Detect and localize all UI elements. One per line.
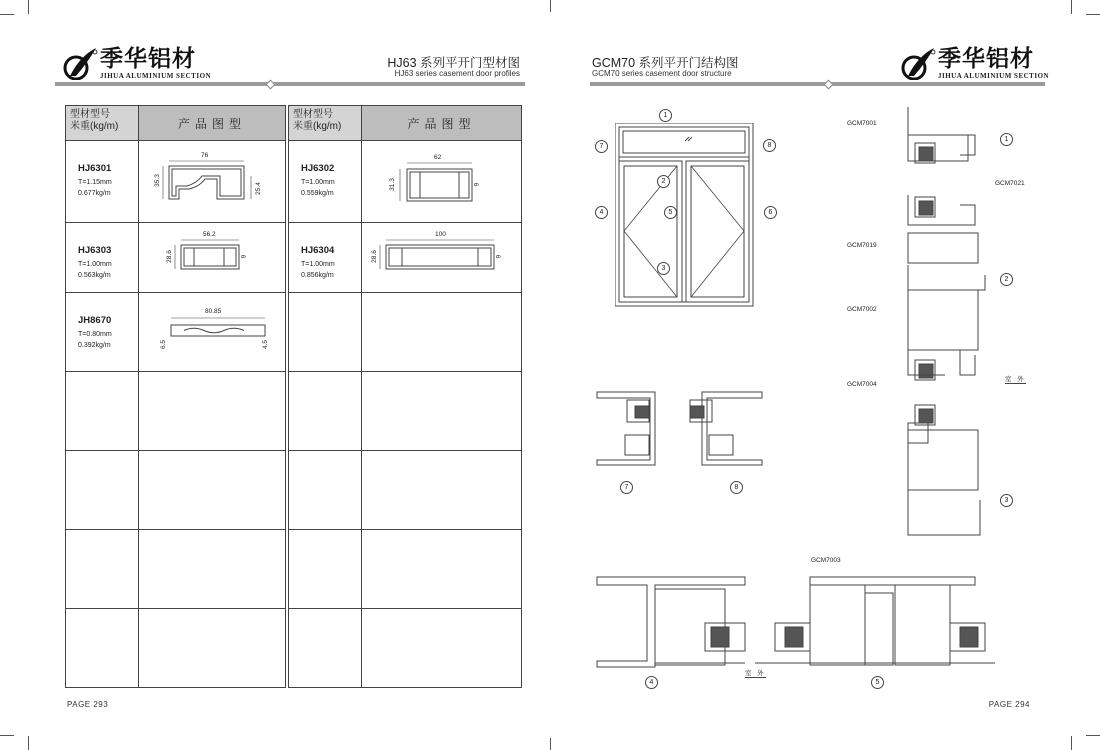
brand-logo-icon: [62, 46, 98, 80]
profile-code: JH8670: [78, 315, 112, 326]
profile-drawing: [139, 293, 286, 372]
crop-mark: [28, 736, 29, 750]
crop-mark: [28, 0, 29, 14]
section-marker-8: 8: [730, 481, 743, 494]
part-label: GCM7021: [995, 180, 1025, 187]
section-marker-3: 3: [657, 262, 670, 275]
dim-label: 76: [201, 152, 209, 159]
section-8-drawing: [687, 390, 767, 470]
section-marker-4: 4: [645, 676, 658, 689]
header-drawing: 产品图型: [139, 106, 286, 141]
brand-name-en: JIHUA ALUMINIUM SECTION: [100, 72, 212, 80]
empty-cell: [362, 451, 522, 530]
empty-cell: [362, 372, 522, 451]
part-label: GCM7004: [847, 381, 877, 388]
profile-thickness: T=1.15mm: [78, 179, 112, 186]
right-page: [575, 20, 1050, 720]
profile-thickness: T=1.00mm: [301, 261, 335, 268]
hj6302-profile-drawing: [362, 141, 522, 223]
spine-mark: [550, 738, 551, 750]
header-rule: [590, 82, 1045, 86]
empty-cell: [139, 372, 286, 451]
empty-cell: [289, 530, 362, 609]
dim-label: 4.5: [262, 339, 270, 350]
header-model-label: 型材型号: [293, 109, 333, 120]
dim-label: 35.3: [153, 174, 161, 187]
dim-label: 28.6: [165, 250, 173, 263]
crop-mark: [0, 735, 14, 736]
page-number: PAGE 293: [67, 700, 109, 709]
dim-label: 56.2: [203, 231, 216, 238]
dim-label: 28.6: [370, 250, 378, 263]
empty-cell: [139, 451, 286, 530]
brand-name-cn: 季华铝材: [938, 46, 1034, 72]
profile-table: [288, 105, 522, 688]
profile-drawing: [139, 141, 286, 223]
dim-label: 9: [495, 254, 503, 259]
header-model: [289, 106, 362, 141]
dim-label: 62: [434, 154, 442, 161]
profile-weight: 0.856kg/m: [301, 272, 334, 279]
door-elevation-drawing: [615, 123, 755, 308]
profile-drawing: [362, 141, 522, 223]
empty-cell: [289, 451, 362, 530]
dim-label: 9: [473, 182, 481, 187]
section-marker-1: 1: [659, 109, 672, 122]
section-marker-1: 1: [1000, 133, 1013, 146]
page-title-en: GCM70 series casement door structure: [592, 69, 732, 78]
header-drawing: 产品图型: [362, 106, 522, 141]
profile-info: [289, 141, 362, 223]
profile-weight: 0.392kg/m: [78, 342, 111, 349]
page-number: PAGE 294: [988, 700, 1030, 709]
empty-cell: [362, 530, 522, 609]
vertical-section-drawing: [900, 105, 995, 555]
header-weight-label: 米重(kg/m): [293, 121, 342, 132]
header-rule: [55, 82, 525, 86]
page-title-en: HJ63 series casement door profiles: [394, 69, 520, 78]
header-model-label: 型材型号: [70, 109, 110, 120]
profile-thickness: T=1.00mm: [78, 261, 112, 268]
outside-label: 室 外: [745, 670, 766, 677]
empty-cell: [66, 530, 139, 609]
profile-code: HJ6301: [78, 163, 112, 174]
section-marker-5: 5: [664, 206, 677, 219]
section-marker-5: 5: [871, 676, 884, 689]
part-label: GCM7001: [847, 120, 877, 127]
page-title-cn: GCM70 系列平开门结构图: [592, 56, 739, 70]
crop-mark: [0, 14, 14, 15]
crop-mark: [1086, 14, 1100, 15]
brand-name-cn: 季华铝材: [100, 46, 196, 72]
part-label: GCM7003: [811, 557, 841, 564]
jh8670-profile-drawing: [139, 293, 286, 372]
profile-code: HJ6303: [78, 245, 112, 256]
profile-drawing: [362, 223, 522, 293]
profile-table: [65, 105, 286, 688]
empty-cell: [66, 372, 139, 451]
crop-mark: [1086, 735, 1100, 736]
dim-label: 100: [435, 231, 446, 238]
empty-cell: [139, 609, 286, 688]
outside-label: 室 外: [1005, 376, 1026, 383]
section-7-drawing: [595, 390, 665, 470]
profile-info: [66, 223, 139, 293]
crop-mark: [1071, 736, 1072, 750]
dim-label: 25.4: [254, 182, 262, 195]
section-marker-3: 3: [1000, 494, 1013, 507]
part-label: GCM7002: [847, 306, 877, 313]
empty-cell: [139, 530, 286, 609]
header-model: [66, 106, 139, 141]
empty-cell: [362, 293, 522, 372]
profile-thickness: T=0.80mm: [78, 331, 112, 338]
profile-weight: 0.563kg/m: [78, 272, 111, 279]
profile-weight: 0.559kg/m: [301, 190, 334, 197]
crop-mark: [1071, 0, 1072, 14]
section-marker-2: 2: [657, 175, 670, 188]
section-4-drawing: [595, 575, 750, 670]
empty-cell: [289, 293, 362, 372]
profile-info: [66, 293, 139, 372]
section-marker-4: 4: [595, 206, 608, 219]
dim-label: 9: [240, 254, 248, 259]
section-marker-2: 2: [1000, 273, 1013, 286]
brand-logo: [900, 46, 1049, 80]
part-label: GCM7019: [847, 242, 877, 249]
profile-code: HJ6304: [301, 245, 335, 256]
empty-cell: [289, 609, 362, 688]
section-marker-7: 7: [620, 481, 633, 494]
hj6301-profile-drawing: [139, 141, 286, 223]
brand-name-en: JIHUA ALUMINIUM SECTION: [938, 72, 1050, 80]
dim-label: 31.3: [388, 178, 396, 191]
empty-cell: [289, 372, 362, 451]
brand-logo-icon: [900, 46, 936, 80]
brand-logo: [62, 46, 211, 80]
section-marker-6: 6: [764, 206, 777, 219]
profile-code: HJ6302: [301, 163, 335, 174]
page-title-cn: HJ63 系列平开门型材图: [387, 56, 520, 70]
profile-info: [66, 141, 139, 223]
header-weight-label: 米重(kg/m): [70, 121, 119, 132]
profile-thickness: T=1.00mm: [301, 179, 335, 186]
dim-label: 80.85: [205, 308, 222, 315]
section-5-drawing: [755, 575, 995, 670]
profile-weight: 0.677kg/m: [78, 190, 111, 197]
profile-info: [289, 223, 362, 293]
dim-label: 6.5: [160, 339, 168, 350]
empty-cell: [66, 451, 139, 530]
empty-cell: [66, 609, 139, 688]
section-marker-7: 7: [595, 140, 608, 153]
empty-cell: [362, 609, 522, 688]
spine-mark: [550, 0, 551, 12]
profile-drawing: [139, 223, 286, 293]
section-marker-8: 8: [763, 139, 776, 152]
left-page: [50, 20, 530, 720]
